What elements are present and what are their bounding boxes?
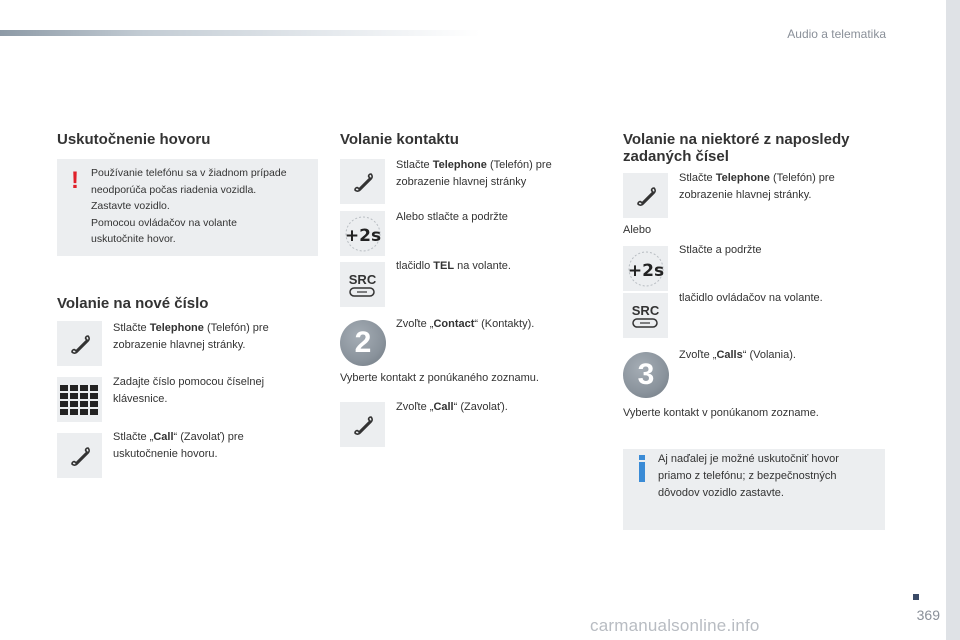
info-line: priamo z telefónu; z bezpečnostných [658, 470, 837, 482]
col2-title: Volanie kontaktu [340, 131, 459, 148]
col2-step1: Stlačte Telephone (Telefón) pre zobrazenie hlavnej stránky [396, 159, 552, 188]
col2-step3: tlačidlo TEL na volante. [396, 260, 511, 272]
svg-text:+2s: +2s [344, 225, 381, 246]
src-button-icon: SRC [349, 273, 376, 297]
warning-line: Pomocou ovládačov na volante [91, 216, 237, 229]
phone-icon [67, 331, 93, 357]
warning-icon: ! [71, 167, 79, 194]
warning-line: Zastavte vozidlo. [91, 200, 170, 212]
call-button[interactable] [57, 433, 102, 478]
col1-title: Uskutočnenie hovoru [57, 131, 211, 148]
page-edge-bar [946, 0, 960, 640]
warning-box [57, 159, 318, 256]
warning-text [91, 165, 315, 248]
col3-or: Alebo [623, 224, 652, 236]
info-text [658, 451, 880, 502]
phone-button[interactable] [57, 321, 102, 366]
svg-text:+2s: +2s [627, 260, 664, 281]
phone-icon [67, 443, 93, 469]
info-line: Aj naďalej je možné uskutočniť hovor [658, 453, 839, 465]
warning-line: neodporúča počas riadenia vozidla. [91, 183, 257, 196]
phone-icon [633, 183, 659, 209]
col3-step5: Vyberte kontakt v ponúkanom zozname. [623, 407, 819, 419]
col2-step4: Zvoľte „Contact“ (Kontakty). [396, 318, 535, 330]
col2-step2: Alebo stlačte a podržte [396, 211, 508, 223]
info-line: dôvodov vozidlo zastavte. [658, 487, 784, 499]
src-button[interactable] [340, 262, 385, 307]
col3-step3: tlačidlo ovládačov na volante. [679, 292, 823, 304]
col3-step2: Stlačte a podržte [679, 244, 762, 256]
step-badge-3: 3 [623, 352, 669, 398]
col1-subtitle: Volanie na nové číslo [57, 295, 209, 312]
keypad-icon [60, 385, 100, 415]
hold-2s-button[interactable] [340, 211, 385, 256]
col3-step4: Zvoľte „Calls“ (Volania). [679, 349, 796, 361]
call-button[interactable] [340, 402, 385, 447]
col2-step6: Zvoľte „Call“ (Zavolať). [396, 401, 508, 413]
hold-2s-icon [341, 212, 385, 256]
watermark: carmanualsonline.info [590, 616, 760, 635]
info-box [623, 449, 885, 530]
src-button[interactable] [623, 293, 668, 338]
col1-step2: Zadajte číslo pomocou číselnej klávesnice. [113, 376, 265, 405]
col1-step1: Stlačte Telephone (Telefón) pre zobrazenie hlavnej stránky. [113, 322, 269, 351]
phone-button[interactable] [623, 173, 668, 218]
col3-title: Volanie na niektoré z naposledy zadaných čísel [623, 131, 850, 165]
col3-step1: Stlačte Telephone (Telefón) pre zobrazenie hlavnej stránky. [679, 172, 835, 201]
page-number: 369 [916, 607, 940, 623]
section-title: Audio a telematika [787, 27, 886, 41]
info-icon [639, 462, 645, 482]
step-badge-2: 2 [340, 320, 386, 366]
col1-step3: Stlačte „Call“ (Zavolať) pre uskutočnenie hovoru. [113, 431, 244, 460]
page-marker [913, 594, 919, 600]
col2-step5: Vyberte kontakt z ponúkaného zoznamu. [340, 372, 539, 384]
warning-line: Používanie telefónu sa v žiadnom prípade [91, 167, 287, 179]
phone-icon [350, 412, 376, 438]
keypad-button[interactable] [57, 377, 102, 422]
warning-line: uskutočnite hovor. [91, 233, 176, 245]
src-button-icon: SRC [632, 304, 659, 328]
hold-2s-button[interactable] [623, 246, 668, 291]
header-accent-bar [0, 30, 480, 36]
hold-2s-icon [624, 247, 668, 291]
info-icon-dot [639, 455, 645, 460]
phone-icon [350, 169, 376, 195]
phone-button[interactable] [340, 159, 385, 204]
